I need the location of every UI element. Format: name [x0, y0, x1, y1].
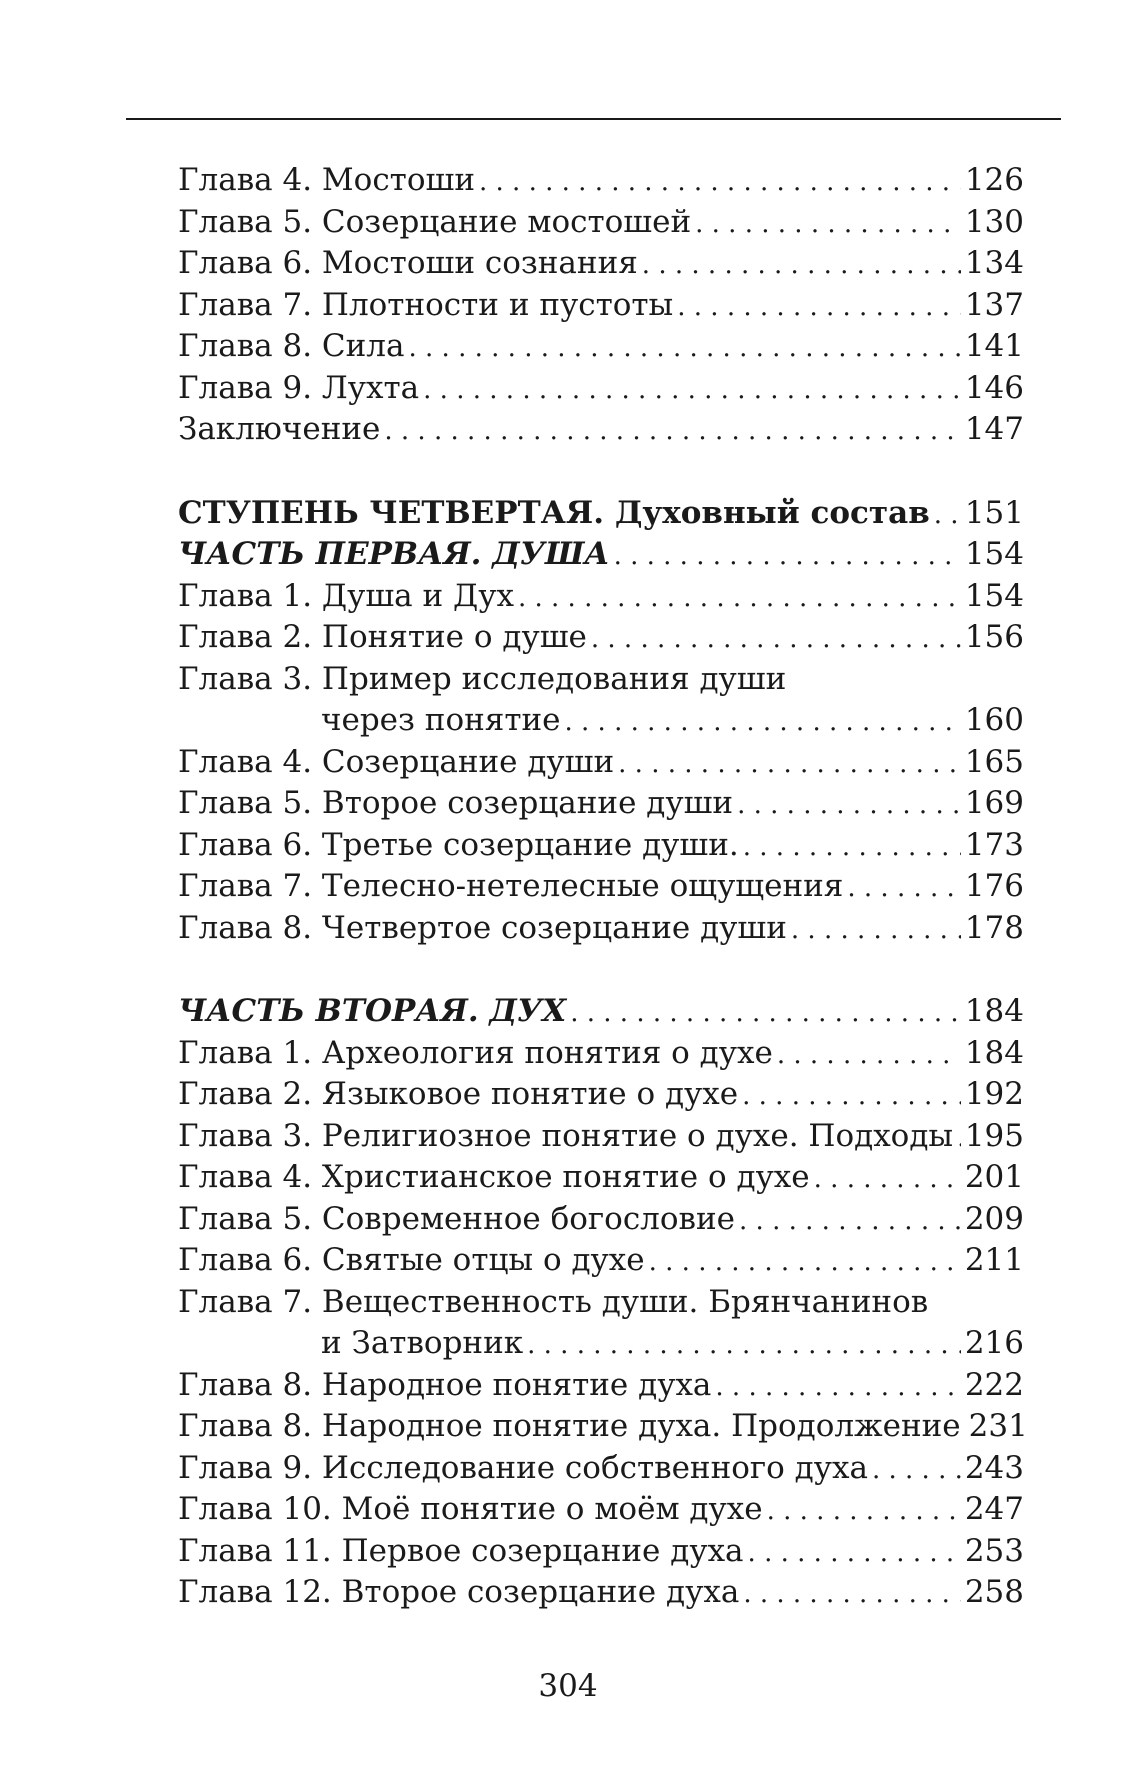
toc-part-heading[interactable] [178, 991, 1024, 1033]
toc-entry-page: 151 [964, 494, 1024, 531]
dot-leader [847, 868, 960, 910]
toc-entry[interactable] [178, 1531, 1024, 1573]
toc-entry-page: 211 [964, 1242, 1024, 1278]
dot-leader [791, 910, 961, 952]
toc-entry-page: 231 [968, 1408, 1028, 1444]
toc-entry-page: 178 [964, 909, 1024, 946]
dot-leader [384, 411, 960, 453]
toc-entry-title: Глава 6. Святые отцы о духе [178, 1242, 645, 1278]
toc-entry-continuation[interactable] [178, 1323, 1024, 1365]
toc-entry-page: 130 [964, 203, 1024, 240]
toc-entry-page: 156 [964, 619, 1024, 655]
toc-entry-title: Глава 1. Археология понятия о духе [178, 1034, 773, 1071]
toc-entry-title: Глава 12. Второе созерцание духа [178, 1574, 740, 1610]
toc-entry[interactable] [178, 1074, 1024, 1116]
toc-entry-page: 141 [964, 328, 1024, 364]
toc-entry-page: 160 [964, 702, 1024, 738]
toc-stage-heading[interactable] [178, 493, 1024, 535]
page-number: 304 [538, 1668, 598, 1704]
toc-entry-title: Глава 9. Лухта [178, 369, 420, 406]
toc-entry-title: Глава 4. Мостоши [178, 162, 475, 198]
toc-entry-page: 216 [964, 1325, 1024, 1361]
toc-entry-title: Глава 2. Понятие о душе [178, 619, 587, 655]
dot-leader [565, 702, 961, 744]
toc-entry[interactable] [178, 1365, 1024, 1407]
toc-entry-page: 192 [964, 1076, 1024, 1112]
toc-entry-title: Глава 7. Плотности и пустоты [178, 286, 674, 323]
dot-leader [423, 370, 961, 412]
toc-entry-page: 247 [964, 1491, 1024, 1527]
dot-leader [614, 536, 961, 578]
dot-leader [739, 1201, 961, 1243]
toc-entry-title: Глава 2. Языковое понятие о духе [178, 1076, 739, 1112]
toc-entry-title: Заключение [178, 411, 381, 447]
dot-leader [479, 162, 961, 204]
toc-entry[interactable] [178, 1448, 1024, 1490]
toc-entry-page: 201 [964, 1159, 1024, 1195]
toc-entry-title: Глава 1. Душа и Дух [178, 577, 514, 614]
toc-entry[interactable] [178, 1033, 1024, 1075]
dot-leader [934, 495, 961, 537]
toc-entry-page: 222 [964, 1366, 1024, 1403]
toc-entry-title: Глава 8. Народное понятие духа. Продолжение [178, 1408, 961, 1444]
toc-entry[interactable] [178, 1116, 1024, 1158]
dot-leader [649, 1242, 961, 1284]
header-rule [126, 118, 1061, 120]
toc-entry[interactable] [178, 160, 1024, 202]
toc-entry[interactable] [178, 1572, 1024, 1614]
toc-entry-page: 184 [964, 1034, 1024, 1071]
dot-leader [618, 744, 961, 786]
toc-section [178, 493, 1024, 950]
toc-entry-page: 209 [964, 1200, 1024, 1237]
toc-entry-title: Глава 7. Телесно-нетелесные ощущения [178, 868, 844, 904]
toc-entry[interactable] [178, 908, 1024, 950]
toc-entry-page: 169 [964, 785, 1024, 821]
toc-entry-title: Глава 6. Третье созерцание души. [178, 826, 739, 863]
toc-entry-page: 253 [964, 1532, 1024, 1569]
toc-entry[interactable] [178, 1406, 1028, 1448]
toc-entry-title: Глава 10. Моё понятие о моём духе [178, 1491, 763, 1527]
toc-entry-page: 165 [964, 743, 1024, 780]
toc-entry[interactable] [178, 742, 1024, 784]
toc-entry[interactable] [178, 1489, 1024, 1531]
section-gap [178, 949, 1024, 991]
dot-leader [642, 245, 961, 287]
toc-entry-page: 154 [964, 536, 1024, 572]
dot-leader [777, 1035, 961, 1077]
toc-entry-page: 258 [964, 1574, 1024, 1610]
toc-part-heading[interactable] [178, 534, 1024, 576]
dot-leader [408, 328, 960, 370]
dot-leader [737, 785, 961, 827]
toc-entry-title: Глава 8. Сила [178, 328, 405, 364]
toc-entry[interactable] [178, 1282, 1024, 1324]
dot-leader [518, 578, 961, 620]
toc-entry-title: и Затворник [321, 1325, 524, 1361]
toc-entry-page: 195 [964, 1117, 1024, 1154]
toc-entry-title: Глава 8. Четвертое созерцание души [178, 909, 787, 946]
toc-entry-title: Глава 8. Народное понятие духа [178, 1366, 712, 1403]
toc-entry[interactable] [178, 243, 1024, 285]
toc-entry-page: 243 [964, 1449, 1024, 1486]
toc-entry-title: Глава 6. Мостоши сознания [178, 245, 638, 281]
toc-entry-title: Глава 3. Религиозное понятие о духе. Подходы [178, 1117, 954, 1154]
toc-entry-title: Глава 11. Первое созерцание духа [178, 1532, 744, 1569]
toc-entry-page: 154 [964, 577, 1024, 614]
toc-entry-page: 184 [964, 993, 1024, 1029]
toc-entry[interactable] [178, 783, 1024, 825]
toc-section [178, 160, 1024, 451]
toc-entry-page: 137 [964, 286, 1024, 323]
toc-entry-page: 176 [964, 868, 1024, 904]
toc-entry-page: 146 [964, 369, 1024, 406]
toc-entry-title: Глава 4. Созерцание души [178, 743, 615, 780]
dot-leader [957, 1118, 961, 1160]
toc-entry-title: Глава 5. Современное богословие [178, 1200, 736, 1237]
toc-entry-title: ЧАСТЬ ПЕРВАЯ. ДУША [178, 536, 610, 572]
toc-entry[interactable] [178, 326, 1024, 368]
toc-entry-title: Глава 5. Второе созерцание души [178, 785, 734, 821]
toc-section [178, 991, 1028, 1614]
toc-entry-title: СТУПЕНЬ ЧЕТВЕРТАЯ. Духовный состав [178, 494, 930, 531]
dot-leader [748, 1533, 961, 1575]
dot-leader [743, 1574, 961, 1616]
toc-entry-page: 173 [964, 826, 1024, 863]
dot-leader [743, 827, 961, 869]
toc-entry[interactable] [178, 825, 1024, 867]
dot-leader [767, 1491, 961, 1533]
dot-leader [715, 1367, 960, 1409]
toc-entry-page: 126 [964, 162, 1024, 198]
dot-leader [677, 287, 961, 329]
section-gap [178, 451, 1024, 493]
dot-leader [695, 204, 961, 246]
toc-entry[interactable] [178, 202, 1024, 244]
toc-entry-title: ЧАСТЬ ВТОРАЯ. ДУХ [178, 993, 567, 1029]
toc-entry[interactable] [178, 659, 1024, 701]
toc-entry-title: Глава 4. Христианское понятие о духе [178, 1159, 810, 1195]
toc-entry-title: Глава 5. Созерцание мостошей [178, 203, 692, 240]
dot-leader [570, 993, 961, 1035]
dot-leader [742, 1076, 961, 1118]
dot-leader [591, 619, 961, 661]
toc-entry[interactable] [178, 368, 1024, 410]
toc-entry-title: Глава 7. Вещественность души. Брянчанинов [178, 1283, 929, 1320]
toc-entry[interactable] [178, 866, 1024, 908]
toc-entry-title: через понятие [321, 702, 561, 738]
toc-entry-page: 134 [964, 245, 1024, 281]
toc-entry[interactable] [178, 1157, 1024, 1199]
dot-leader [872, 1450, 961, 1492]
toc-entry[interactable] [178, 409, 1024, 451]
toc-entry-page: 147 [964, 411, 1024, 447]
toc-entry[interactable] [178, 576, 1024, 618]
toc-entry[interactable] [178, 1240, 1024, 1282]
toc-entry-continuation[interactable] [178, 700, 1024, 742]
dot-leader [814, 1159, 961, 1201]
table-of-contents [178, 160, 1028, 1614]
toc-entry[interactable] [178, 1199, 1024, 1241]
toc-entry[interactable] [178, 285, 1024, 327]
toc-entry-title: Глава 3. Пример исследования души [178, 660, 787, 697]
toc-entry[interactable] [178, 617, 1024, 659]
dot-leader [527, 1325, 961, 1367]
toc-entry-title: Глава 9. Исследование собственного духа [178, 1449, 868, 1486]
